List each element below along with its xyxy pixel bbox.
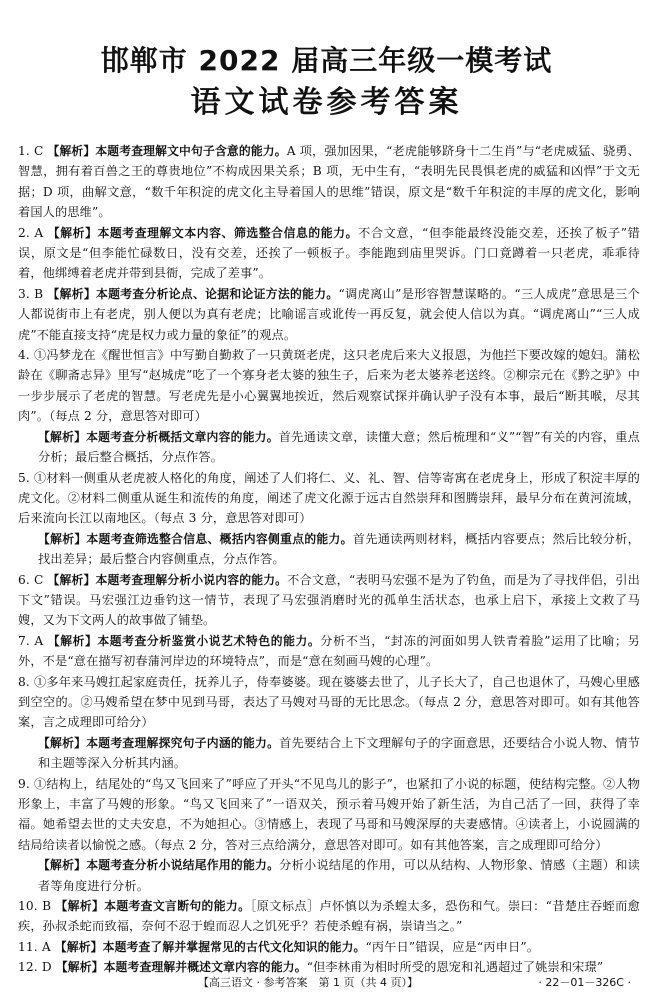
analysis-lead: 【解析】本题考查分析鉴赏小说艺术特色的能力。	[47, 633, 321, 648]
answer-text: 首先要结合上下文理解句子的字面意思，还要结合小说人物、情节和主题等深入分析其内涵。	[38, 735, 640, 771]
answer-paragraph	[18, 468, 640, 529]
question-number: 12. D	[18, 960, 52, 975]
answer-list	[18, 141, 640, 978]
question-number: 4.	[18, 348, 30, 363]
analysis-lead: 【解析】本题考查理解并概述文章内容的能力。	[55, 960, 307, 975]
answer-text: 分析小说结尾的作用，可以从结构、人物形象、情感（主题）和读者等角度进行分析。	[38, 858, 640, 893]
answer-text: “调虎离山”是形容智慧谋略的。“三人成虎”意思是三个人都说街市上有老虎，别人便以为真有老虎；比喻谣言或讹传一再反复，就会使人信以为真。“调虎离山”“三人成虎”不能直接支持“虎是权力或力量的象征”的观点。	[18, 286, 641, 342]
title-block	[0, 44, 653, 122]
answer-text: ①材料一侧重从老虎被人格化的角度，阐述了人们将仁、义、礼、智、信等寄寓在老虎身上，形成了积淀丰厚的虎文化。②材料二侧重从诞生和流传的角度，阐述了虎文化源于远古自然崇拜和图腾崇拜，最早分布在黄河流域，后来流向长江以南地区。（每点 3 分，意思答对即可）	[18, 470, 640, 526]
analysis-lead: 【解析】本题考查分析论点、论据和论证方法的能力。	[47, 286, 339, 301]
answer-paragraph	[18, 774, 640, 856]
answer-text: “丙午日”错误，应是“丙申日”。	[365, 939, 540, 954]
question-number: 6. C	[18, 572, 44, 587]
question-number: 5.	[18, 470, 30, 485]
question-number: 8.	[18, 674, 30, 689]
answer-paragraph	[18, 529, 640, 570]
analysis-lead: 【解析】本题考查了解并掌握常见的古代文化知识的能力。	[54, 939, 366, 954]
question-number: 7. A	[18, 633, 44, 648]
question-number: 2. A	[18, 225, 44, 240]
analysis-lead: 【解析】本题考查筛选整合信息、概括内容侧重点的能力。	[38, 531, 353, 546]
answer-paragraph	[18, 672, 640, 733]
answer-paragraph	[18, 733, 640, 774]
footer-code: · 22－01－326C ·	[538, 976, 631, 989]
answer-text: 分析不当，“封冻的河面如男人铁青着脸”运用了比喻；另外，不是“意在描写初春蒲河岸边的环境特点”，而是“意在刻画马嫂的心理”。	[18, 633, 640, 669]
answer-text: ①结构上，结尾处的“鸟又飞回来了”呼应了开头“不见鸟儿的影子”，也紧扣了小说的标题，使结构完整。②人物形象上，丰富了马嫂的形象。“鸟又飞回来了”一语双关，预示着马嫂开始了新生活，为自己活了一回，获得了幸福。她希望去世的丈夫安息，不为她担心。③情感上，表现了马哥和马嫂深厚的夫妻感情。④读者上，小说圆满的结局给读者以愉悦之感。（每点 2 分，答对三点给满分，意思答对即可。如有其他答案，言之成理即可给分）	[18, 776, 640, 852]
answer-text: ［原文标点］卢怀慎以为杀蝗太多，恐伤和气。崇曰：“昔楚庄吞蛭而愈疾，孙叔杀蛇而致福，奈何不忍于蝗而忍人之饥死乎？若使杀蝗有祸，崇请当之。”	[18, 899, 641, 934]
answer-text: 首先通读两则材料，概括内容要点；然后比较分析，找出差异；最后整合内容侧重点，分点作答。	[38, 531, 640, 567]
answer-text: ①冯梦龙在《醒世恒言》中写勤自勤救了一只黄斑老虎，这只老虎后来大义报恩，为他拦下要改嫁的媳妇。蒲松龄在《聊斋志异》里写“赵城虎”吃了一个寡身老太婆的独生子，后来为老太婆养老送终。②柳宗元在《黔之驴》中一步步展示了老虎的智慧。写老虎先是小心翼翼地挨近，然后观察试探并确认驴子没有本事，最后“断其喉，尽其肉”。（每点 2 分，意思答对即可）	[18, 348, 640, 424]
answer-text: 首先通读文章，读懂大意；然后梳理和“义”“智”有关的内容，重点分析；最后整合概括，分点作答。	[38, 429, 640, 465]
answer-paragraph	[18, 427, 640, 468]
answer-paragraph	[18, 937, 640, 957]
answer-paragraph	[18, 631, 640, 672]
page-subtitle: 语文试卷参考答案	[190, 85, 463, 120]
question-number: 1. C	[18, 144, 44, 158]
analysis-lead: 【解析】本题考查分析概括文章内容的能力。	[38, 429, 279, 444]
question-number: 10. B	[18, 899, 52, 914]
answer-text: “但李林甫为相时所受的恩宠和礼遇超过了姚崇和宋璟”	[306, 960, 604, 975]
question-number: 3. B	[18, 286, 44, 301]
analysis-lead: 【解析】本题考查理解探究句子内涵的能力。	[38, 735, 280, 750]
answer-paragraph	[18, 284, 640, 345]
answer-paragraph	[18, 570, 640, 631]
answer-paragraph	[18, 223, 640, 284]
analysis-lead: 【解析】本题考查理解文本内容、筛选整合信息的能力。	[47, 225, 359, 240]
answer-paragraph	[18, 345, 640, 427]
question-number: 11. A	[18, 939, 51, 954]
analysis-lead: 【解析】本题考查分析小说结尾作用的能力。	[38, 858, 280, 873]
answer-paragraph	[18, 896, 640, 937]
question-number: 9.	[18, 776, 30, 791]
answer-text: 不合文意，“但李能最终没能交差，还挨了板子”错误，原文是“但李能忙碌数日，没有交差，还挨了一顿板子。李能跑到庙里哭诉。门口竟蹲着一只老虎，乖乖待着，他绑缚着老虎并带到县衙，完成了差事”。	[18, 225, 640, 281]
analysis-lead: 【解析】本题考查理解分析小说内容的能力。	[47, 572, 288, 587]
answer-text: 不合文意，“表明马宏强不是为了钓鱼，而是为了寻找伴侣，引出下文”错误。马宏强江边垂钓这一情节，表现了马宏强消磨时光的孤单生活状态，也承上启下，承接上文救了马嫂，又为下文两人的故事做了铺垫。	[18, 572, 640, 628]
answer-paragraph	[18, 855, 640, 896]
footer-page-info: 【高三语文 · 参考答案 第 1 页（共 4 页）】	[198, 976, 418, 989]
analysis-lead: 【解析】本题考查理解文中句子含意的能力。	[47, 144, 287, 158]
page-title: 邯郸市 2022 届高三年级一模考试	[100, 44, 553, 77]
answer-text: A 项，强加因果，“老虎能够跻身十二生肖”与“老虎威猛、骁勇、智慧，拥有着百兽之王的尊贵地位”不构成因果关系；B 项，无中生有，“表明先民畏惧老虎的威猛和凶悍”于文无据；D 项，曲解文意，“数千年积淀的虎文化主导着国人的思维”错误，原文是“数千年积淀的丰厚的虎文化，影响着国人的思维”。	[18, 144, 640, 220]
analysis-lead: 【解析】本题考查文言断句的能力。	[55, 899, 251, 914]
answer-text: ①多年来马嫂扛起家庭责任，抚养儿子，侍奉婆婆。现在婆婆去世了，儿子长大了，自己也退休了，马嫂心里感到空空的。②马嫂希望在梦中见到马哥，表达了马嫂对马哥的无比思念。（每点 2 分，意思答对即可。如有其他答案，言之成理即可给分）	[18, 674, 640, 730]
answer-paragraph	[18, 141, 640, 223]
